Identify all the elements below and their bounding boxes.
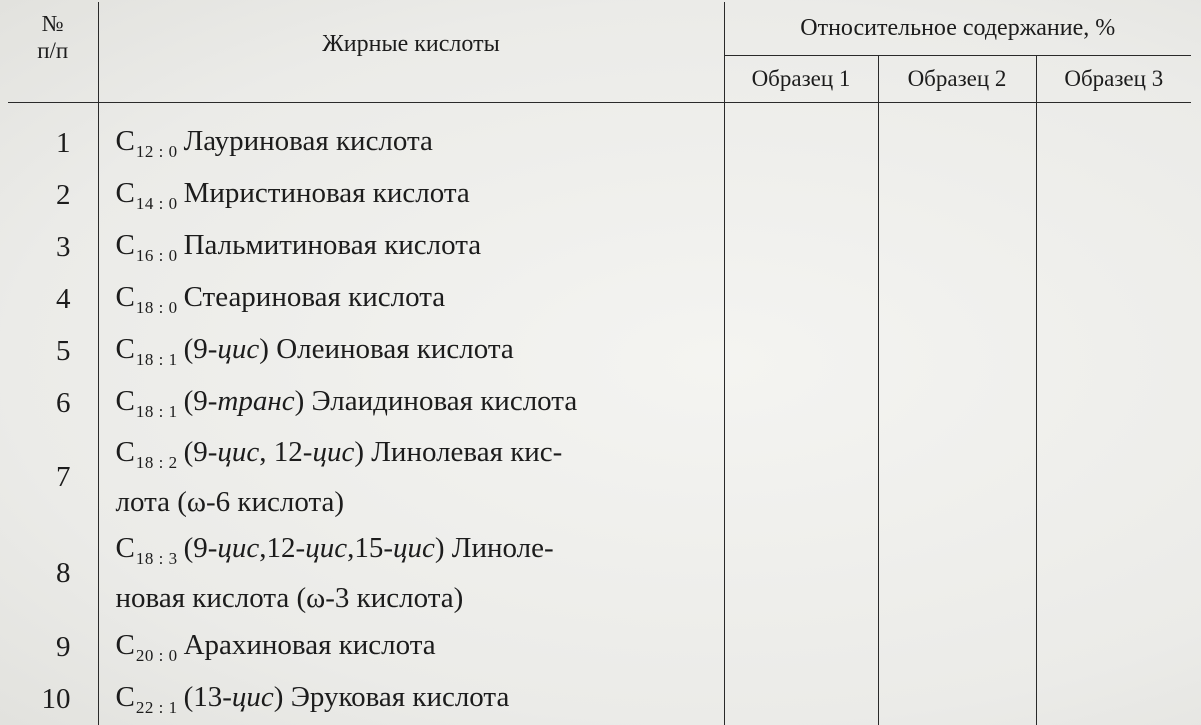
table-row xyxy=(8,169,1191,221)
formula-carbon: C xyxy=(115,229,135,261)
acid-cell xyxy=(98,377,724,429)
acid-name: Пальмитиновая кислота xyxy=(183,229,482,261)
formula-carbon: C xyxy=(115,281,135,313)
sample-2-value xyxy=(878,325,1036,377)
sample-1-value xyxy=(724,621,878,673)
formula-carbon: C xyxy=(115,629,135,661)
isomer-close: ) xyxy=(354,436,364,468)
sample-1-value xyxy=(724,429,878,525)
row-number: 10 xyxy=(8,673,98,725)
isomer-config-3: цис xyxy=(393,532,435,564)
header-number-abbr: п/п xyxy=(37,38,69,63)
formula-carbon: C xyxy=(115,532,135,564)
formula-subscript: 14 : 0 xyxy=(135,194,178,213)
table-row xyxy=(8,429,1191,525)
sample-3-value xyxy=(1036,169,1191,221)
table-row xyxy=(8,325,1191,377)
sample-2-value xyxy=(878,221,1036,273)
row-number: 1 xyxy=(8,103,98,170)
row-number: 3 xyxy=(8,221,98,273)
fatty-acids-table xyxy=(8,2,1191,725)
table-row xyxy=(8,273,1191,325)
sample-3-value xyxy=(1036,221,1191,273)
sample-3-value xyxy=(1036,621,1191,673)
row-number: 6 xyxy=(8,377,98,429)
sample-2-value xyxy=(878,673,1036,725)
header-sample-3: Образец 3 xyxy=(1036,56,1191,103)
acid-line-1 xyxy=(116,525,724,575)
header-number xyxy=(8,2,98,103)
row-number: 2 xyxy=(8,169,98,221)
isomer-sep: , 12- xyxy=(259,436,313,468)
isomer-open: (13- xyxy=(183,681,232,713)
acid-name: Эруковая кислота xyxy=(290,681,510,713)
header-sample-1: Образец 1 xyxy=(724,56,878,103)
formula-carbon: C xyxy=(115,333,135,365)
sample-3-value xyxy=(1036,673,1191,725)
row-number: 4 xyxy=(8,273,98,325)
table-row xyxy=(8,621,1191,673)
sample-1-value xyxy=(724,169,878,221)
formula-carbon: C xyxy=(115,436,135,468)
acid-name: Линолевая кис- xyxy=(371,436,563,468)
formula-carbon: C xyxy=(115,681,135,713)
sample-2-value xyxy=(878,621,1036,673)
isomer-config: цис xyxy=(217,532,260,564)
sample-3-value xyxy=(1036,429,1191,525)
formula-subscript: 22 : 1 xyxy=(135,698,178,717)
acid-cell xyxy=(98,103,724,170)
row-number: 9 xyxy=(8,621,98,673)
formula-subscript: 18 : 2 xyxy=(135,453,178,472)
isomer-open: (9- xyxy=(183,333,218,365)
formula-subscript: 18 : 0 xyxy=(135,298,178,317)
sample-3-value xyxy=(1036,525,1191,621)
header-sample-2: Образец 2 xyxy=(878,56,1036,103)
acid-cell xyxy=(98,621,724,673)
acid-cell xyxy=(98,673,724,725)
isomer-config-2: цис xyxy=(305,532,348,564)
isomer-close: ) xyxy=(434,532,445,564)
acid-cell xyxy=(98,273,724,325)
sample-1-value xyxy=(724,273,878,325)
isomer-close: ) xyxy=(259,333,269,365)
formula-subscript: 18 : 1 xyxy=(135,350,178,369)
table-row xyxy=(8,377,1191,429)
header-relative-content: Относительное содержание, % xyxy=(724,2,1191,56)
acid-cell xyxy=(98,325,724,377)
sample-2-value xyxy=(878,169,1036,221)
isomer-close: ) xyxy=(294,385,305,417)
isomer-sep: ,12- xyxy=(259,532,306,564)
table-row xyxy=(8,221,1191,273)
table-row xyxy=(8,525,1191,621)
sample-2-value xyxy=(878,103,1036,170)
acid-line-2: новая кислота (ω-3 кислота) xyxy=(115,582,464,614)
isomer-open: (9- xyxy=(183,436,218,468)
sample-3-value xyxy=(1036,273,1191,325)
row-number: 5 xyxy=(8,325,98,377)
isomer-config: цис xyxy=(217,436,260,468)
acid-name: Линоле- xyxy=(451,532,554,564)
acid-cell xyxy=(98,169,724,221)
sample-2-value xyxy=(878,525,1036,621)
acid-cell xyxy=(98,525,724,621)
isomer-config-2: цис xyxy=(312,436,355,468)
sample-3-value xyxy=(1036,377,1191,429)
acid-name: Элаидиновая кислота xyxy=(311,385,578,417)
formula-subscript: 18 : 1 xyxy=(135,402,178,421)
formula-subscript: 12 : 0 xyxy=(135,142,178,161)
sample-2-value xyxy=(878,429,1036,525)
row-number: 7 xyxy=(8,429,98,525)
isomer-close: ) xyxy=(273,681,284,713)
acid-name: Лауриновая кислота xyxy=(183,125,433,157)
formula-carbon: C xyxy=(115,125,135,157)
isomer-open: (9- xyxy=(183,385,218,417)
sample-3-value xyxy=(1036,325,1191,377)
table-row xyxy=(8,103,1191,170)
acid-name: Миристиновая кислота xyxy=(183,177,470,209)
isomer-config: цис xyxy=(217,333,260,365)
sample-1-value xyxy=(724,525,878,621)
acid-name: Стеариновая кислота xyxy=(183,281,446,313)
isomer-config: цис xyxy=(231,681,274,713)
sample-1-value xyxy=(724,673,878,725)
header-number-sign: № xyxy=(41,11,64,36)
row-number: 8 xyxy=(8,525,98,621)
formula-subscript: 20 : 0 xyxy=(135,646,178,665)
acid-name: Олеиновая кислота xyxy=(276,333,514,365)
sample-2-value xyxy=(878,273,1036,325)
sample-1-value xyxy=(724,103,878,170)
isomer-config: транс xyxy=(217,385,295,417)
acid-line-2: лота (ω-6 кислота) xyxy=(115,486,345,518)
formula-subscript: 16 : 0 xyxy=(135,246,178,265)
formula-carbon: C xyxy=(115,385,135,417)
table-row xyxy=(8,673,1191,725)
sample-1-value xyxy=(724,325,878,377)
formula-carbon: C xyxy=(115,177,135,209)
isomer-sep-2: ,15- xyxy=(347,532,393,564)
isomer-open: (9- xyxy=(183,532,218,564)
sample-2-value xyxy=(878,377,1036,429)
acid-name: Арахиновая кислота xyxy=(183,629,436,661)
sample-1-value xyxy=(724,377,878,429)
sample-1-value xyxy=(724,221,878,273)
acid-cell xyxy=(98,221,724,273)
acid-line-1 xyxy=(116,429,724,479)
formula-subscript: 18 : 3 xyxy=(135,549,178,568)
acid-cell xyxy=(98,429,724,525)
sample-3-value xyxy=(1036,103,1191,170)
header-fatty-acids: Жирные кислоты xyxy=(98,2,724,103)
